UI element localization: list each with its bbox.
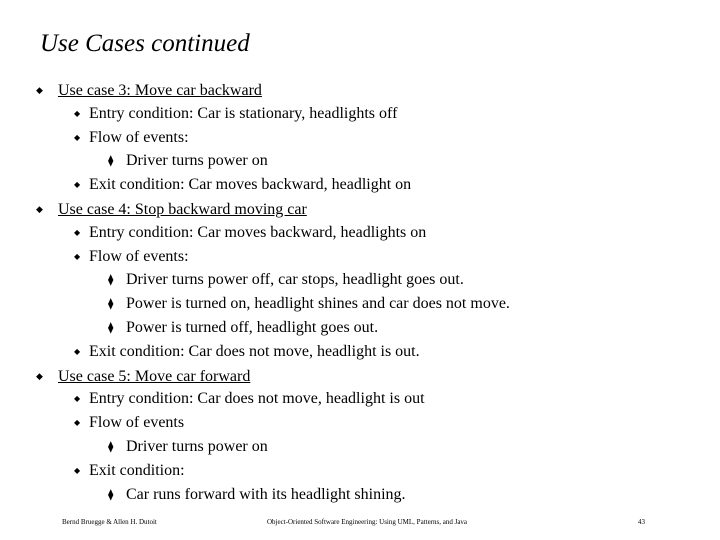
bullet-text: Use case 5: Move car forward	[58, 367, 251, 385]
bullet-icon: ◆	[36, 85, 43, 95]
bullet-item-level-1	[36, 366, 250, 386]
bullet-icon: ◆	[74, 394, 81, 404]
bullet-icon: ◆	[74, 346, 81, 356]
bullet-icon: ⧫	[108, 488, 114, 501]
bullet-icon: ◆	[74, 251, 81, 261]
bullet-text: Exit condition: Car moves backward, headlight on	[89, 176, 412, 194]
bullet-text: Entry condition: Car moves backward, headlights on	[89, 223, 427, 241]
bullet-text: Driver turns power on	[126, 152, 268, 170]
bullet-icon: ⧫	[108, 441, 114, 453]
bullet-text: Power is turned off, headlight goes out.	[126, 319, 379, 336]
bullet-item-level-2	[74, 389, 425, 409]
bullet-icon: ◆	[74, 227, 81, 237]
bullet-item-level-1	[36, 80, 262, 100]
bullet-item-level-3	[108, 437, 268, 457]
footer-authors: Bernd Bruegge & Allen H. Dutoit	[62, 518, 157, 526]
footer-page-number: 43	[638, 518, 645, 526]
bullet-icon: ⧫	[108, 155, 114, 168]
bullet-item-level-2	[74, 104, 397, 124]
bullet-item-level-2	[74, 128, 189, 148]
bullet-item-level-3	[108, 485, 406, 505]
bullet-icon: ◆	[74, 108, 81, 118]
bullet-item-level-2	[74, 247, 189, 267]
bullet-text: Flow of events:	[89, 247, 189, 265]
bullet-icon: ◆	[36, 370, 43, 381]
bullet-item-level-3	[108, 270, 464, 290]
bullet-item-level-3	[108, 151, 268, 171]
bullet-text: Power is turned on, headlight shines and car does not move.	[126, 295, 510, 313]
bullet-text: Driver turns power on	[126, 438, 268, 455]
bullet-text: Flow of events:	[89, 128, 189, 146]
bullet-text: Use case 4: Stop backward moving car	[58, 201, 307, 218]
bullet-icon: ◆	[74, 465, 81, 475]
bullet-icon: ⧫	[108, 298, 114, 311]
bullet-text: Driver turns power off, car stops, headlight goes out.	[126, 271, 464, 289]
bullet-text: Entry condition: Car does not move, headlight is out	[89, 390, 425, 408]
bullet-icon: ◆	[74, 418, 81, 428]
bullet-item-level-2	[74, 223, 426, 243]
bullet-icon: ◆	[36, 204, 43, 214]
bullet-text: Car runs forward with its headlight shining.	[126, 485, 406, 503]
bullet-item-level-2	[74, 413, 184, 433]
bullet-text: Exit condition:	[89, 461, 185, 479]
bullet-text: Use case 3: Move car backward	[58, 82, 262, 99]
footer-book-title: Object-Oriented Software Engineering: Using UML, Patterns, and Java	[267, 518, 468, 526]
slide-title: Use Cases continued	[40, 30, 250, 57]
bullet-item-level-3	[108, 294, 510, 314]
bullet-icon: ⧫	[108, 274, 114, 287]
bullet-icon: ◆	[74, 180, 81, 190]
bullet-icon: ⧫	[108, 322, 114, 334]
bullet-icon: ◆	[74, 132, 81, 142]
bullet-item-level-3	[108, 318, 378, 338]
bullet-item-level-2	[74, 175, 411, 195]
bullet-item-level-2	[74, 461, 185, 481]
bullet-text: Entry condition: Car is stationary, headlights off	[89, 104, 398, 122]
bullet-text: Flow of events	[89, 414, 185, 432]
bullet-item-level-2	[74, 342, 420, 362]
bullet-item-level-1	[36, 199, 307, 219]
bullet-text: Exit condition: Car does not move, headlight is out.	[89, 342, 420, 360]
